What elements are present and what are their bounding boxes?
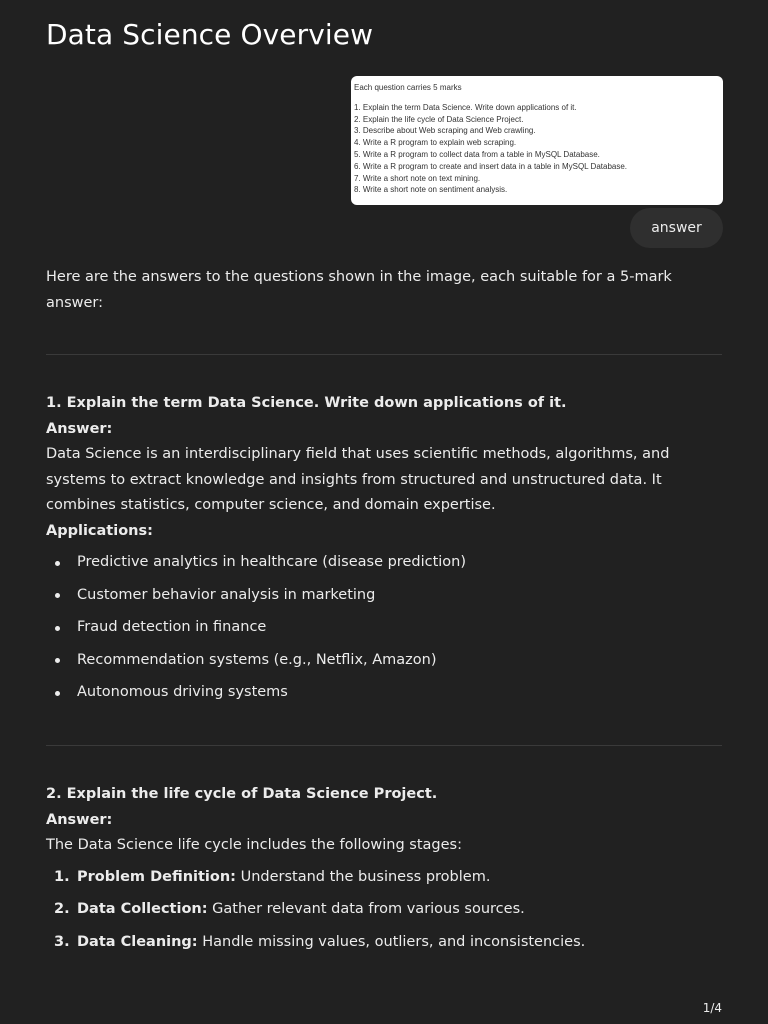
stage-name: Data Collection:: [77, 901, 208, 918]
image-line: 7. Write a short note on text mining.: [354, 173, 481, 183]
answer-section-1: [46, 391, 722, 713]
stages-list: [46, 865, 722, 963]
stage-name: Data Cleaning:: [77, 933, 198, 950]
bullet-icon: [55, 626, 60, 631]
stage-desc: Understand the business problem.: [235, 868, 491, 885]
applications-list: [46, 550, 722, 713]
list-item-text: Recommendation systems (e.g., Netflix, Amazon): [77, 651, 437, 668]
question-heading: 2. Explain the life cycle of Data Science Project.: [46, 786, 438, 802]
attached-question-image[interactable]: [351, 76, 723, 205]
list-item-text: Customer behavior analysis in marketing: [77, 586, 376, 603]
response-intro: Here are the answers to the questions shown in the image, each suitable for a 5-mark answer:: [46, 269, 672, 311]
user-message-bubble: [630, 208, 723, 248]
image-line: 1. Explain the term Data Science. Write down applications of it.: [354, 102, 577, 112]
answer-label: Answer:: [46, 420, 113, 437]
stage-name: Problem Definition:: [77, 868, 236, 885]
answer-text: Data Science is an interdisciplinary field that uses scientific methods, algorithms, and systems to extract knowledge and insights from structured and unstructured data. It combines statistics, computer science, and domain expertise.: [46, 446, 670, 513]
image-line: 3. Describe about Web scraping and Web crawling.: [354, 126, 536, 136]
image-line: 5. Write a R program to collect data from a table in MySQL Database.: [354, 149, 600, 159]
list-item: [46, 930, 722, 963]
list-item-text: Autonomous driving systems: [77, 684, 288, 701]
list-number: 3.: [54, 933, 70, 950]
image-heading: Each question carries 5 marks: [354, 83, 462, 92]
answer-label: Answer:: [46, 811, 113, 828]
image-line: 8. Write a short note on sentiment analysis.: [354, 185, 508, 195]
stage-desc: Handle missing values, outliers, and inconsistencies.: [197, 933, 586, 950]
list-item-text: Fraud detection in finance: [77, 619, 267, 636]
bullet-icon: [55, 593, 60, 598]
user-message-text: answer: [651, 220, 702, 236]
image-line: 2. Explain the life cycle of Data Science Project.: [354, 114, 524, 124]
image-line: 4. Write a R program to explain web scraping.: [354, 138, 517, 148]
answer-section-2: [46, 782, 722, 962]
list-item-text: Predictive analytics in healthcare (disease prediction): [77, 554, 467, 570]
divider: [46, 354, 722, 355]
bullet-icon: [55, 561, 60, 566]
list-item: [46, 648, 722, 681]
bullet-icon: [55, 691, 60, 696]
page-title: Data Science Overview: [46, 18, 374, 51]
image-line: 6. Write a R program to create and insert data in a table in MySQL Database.: [354, 161, 628, 171]
stage-desc: Gather relevant data from various sources.: [207, 901, 525, 918]
question-heading: 1. Explain the term Data Science. Write down applications of it.: [46, 395, 567, 411]
list-number: 1.: [54, 868, 70, 885]
list-item: [46, 615, 722, 648]
list-number: 2.: [54, 901, 70, 918]
list-item: [46, 550, 722, 583]
list-item: [46, 865, 722, 898]
answer-text: The Data Science life cycle includes the following stages:: [46, 837, 462, 853]
divider: [46, 745, 722, 746]
list-item: [46, 897, 722, 930]
page-indicator: 1/4: [702, 1001, 722, 1015]
applications-label: Applications:: [46, 522, 153, 539]
list-item: [46, 583, 722, 616]
list-item: [46, 680, 722, 713]
bullet-icon: [55, 658, 60, 663]
